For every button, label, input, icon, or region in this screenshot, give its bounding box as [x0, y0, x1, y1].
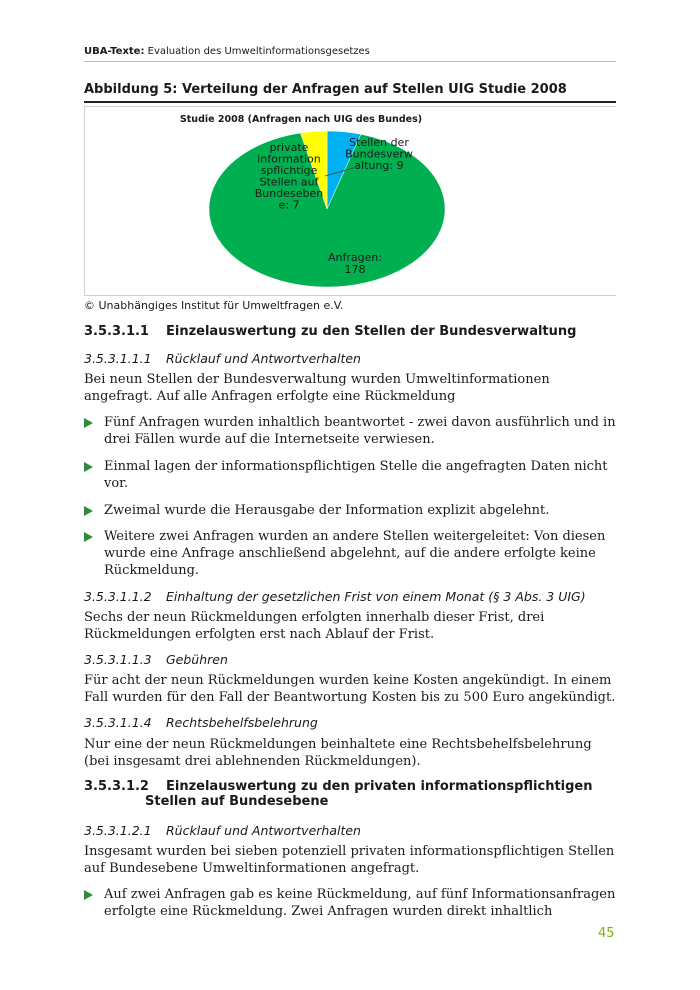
data-label-line: Bundeseben	[254, 187, 324, 200]
section-number: 3.5.3.1.2	[84, 779, 149, 794]
pie-chart	[85, 107, 617, 297]
data-label-line: Anfragen:	[327, 251, 383, 264]
bullet-text: Auf zwei Anfragen gab es keine Rückmeldung, auf fünf Informationsanfragen erfolgte eine Rückmeldung. Zwei Anfragen wurden direkt inhaltlich	[104, 887, 616, 919]
bullet-item	[84, 502, 620, 519]
subsection-heading	[84, 652, 228, 667]
subsection-heading	[84, 589, 586, 604]
data-label-line: altung: 9	[354, 159, 404, 172]
section-title-line2: Stellen auf Bundesebene	[145, 794, 329, 809]
data-label-line: Stellen auf	[259, 175, 319, 189]
paragraph: Für acht der neun Rückmeldungen wurden keine Kosten angekündigt. In einem Fall wurden für den Fall der Beantwortung Kosten bis zu 500 Euro angekündigt.	[84, 673, 616, 705]
bullet-item	[84, 528, 620, 579]
subsection-title: Rücklauf und Antwortverhalten	[166, 351, 361, 366]
section-heading	[84, 324, 576, 339]
data-label-bundesverwaltung	[345, 136, 413, 172]
bullet-arrow-icon	[84, 418, 93, 428]
bullet-text: Weitere zwei Anfragen wurden an andere Stellen weitergeleitet: Von diesen wurde eine Anfrage anschließend abgelehnt, auf die andere erfolgte keine Rückmeldung.	[104, 529, 606, 578]
paragraph: Sechs der neun Rückmeldungen erfolgten innerhalb dieser Frist, drei Rückmeldungen erfolgten erst nach Ablauf der Frist.	[84, 610, 545, 642]
chart-title: Studie 2008 (Anfragen nach UIG des Bundes)	[179, 114, 423, 125]
bullet-item	[84, 414, 620, 448]
bullet-arrow-icon	[84, 462, 93, 472]
figure-source: © Unabhängiges Institut für Umweltfragen e.V.	[84, 299, 344, 312]
paragraph: Insgesamt wurden bei sieben potenziell privaten informationspflichtigen Stellen auf Bundesebene Umweltinformationen angefragt.	[84, 844, 615, 876]
subsection-heading	[84, 715, 318, 730]
bullet-arrow-icon	[84, 506, 93, 516]
data-label-line: e: 7	[278, 198, 300, 212]
bullet-item	[84, 886, 620, 920]
subsection-number: 3.5.3.1.1.3	[84, 652, 152, 667]
header-series: UBA-Texte:	[84, 46, 145, 57]
page-number: 45	[598, 926, 615, 941]
data-label-line: information	[257, 152, 321, 166]
section-heading	[84, 779, 616, 809]
subsection-number: 3.5.3.1.1.2	[84, 589, 152, 604]
subsection-title: Gebühren	[166, 652, 228, 667]
paragraph: Nur eine der neun Rückmeldungen beinhaltete eine Rechtsbehelfsbelehrung (bei insgesamt drei ablehnenden Rückmeldungen).	[84, 737, 592, 769]
subsection-title: Rechtsbehelfsbelehrung	[166, 715, 318, 730]
subsection-number: 3.5.3.1.2.1	[84, 823, 152, 838]
bullet-item	[84, 458, 620, 492]
data-label-line: Bundesverw	[345, 147, 413, 161]
subsection-title: Rücklauf und Antwortverhalten	[166, 823, 361, 838]
figure-title: Abbildung 5: Verteilung der Anfragen auf Stellen UIG Studie 2008	[84, 82, 616, 103]
running-header	[84, 46, 616, 62]
data-label-line: spflichtige	[260, 164, 318, 177]
bullet-text: Zweimal wurde die Herausgabe der Information explizit abgelehnt.	[104, 503, 550, 518]
data-label-line: Stellen der	[349, 136, 409, 149]
section-title: Einzelauswertung zu den Stellen der Bundesverwaltung	[166, 324, 577, 339]
subsection-number: 3.5.3.1.1.4	[84, 715, 152, 730]
bullet-arrow-icon	[84, 890, 93, 900]
section-title-line1: Einzelauswertung zu den privaten informationspflichtigen	[166, 779, 593, 794]
subsection-heading	[84, 823, 361, 838]
data-label-line: 178	[344, 263, 366, 276]
subsection-number: 3.5.3.1.1.1	[84, 351, 152, 366]
bullet-text: Einmal lagen der informationspflichtigen Stelle die angefragten Daten nicht vor.	[104, 459, 608, 491]
data-label-line: private	[269, 141, 309, 154]
header-title: Evaluation des Umweltinformationsgesetzes	[147, 46, 370, 57]
subsection-title: Einhaltung der gesetzlichen Frist von einem Monat (§ 3 Abs. 3 UIG)	[166, 589, 586, 604]
subsection-heading	[84, 351, 361, 366]
section-number: 3.5.3.1.1	[84, 324, 149, 339]
bullet-arrow-icon	[84, 532, 93, 542]
bullet-text: Fünf Anfragen wurden inhaltlich beantwortet - zwei davon ausführlich und in drei Fällen wurde auf die Internetseite verwiesen.	[104, 415, 616, 447]
paragraph: Bei neun Stellen der Bundesverwaltung wurden Umweltinformationen angefragt. Auf alle Anfragen erfolgte eine Rückmeldung	[84, 372, 550, 404]
pie-chart-frame	[84, 106, 616, 296]
